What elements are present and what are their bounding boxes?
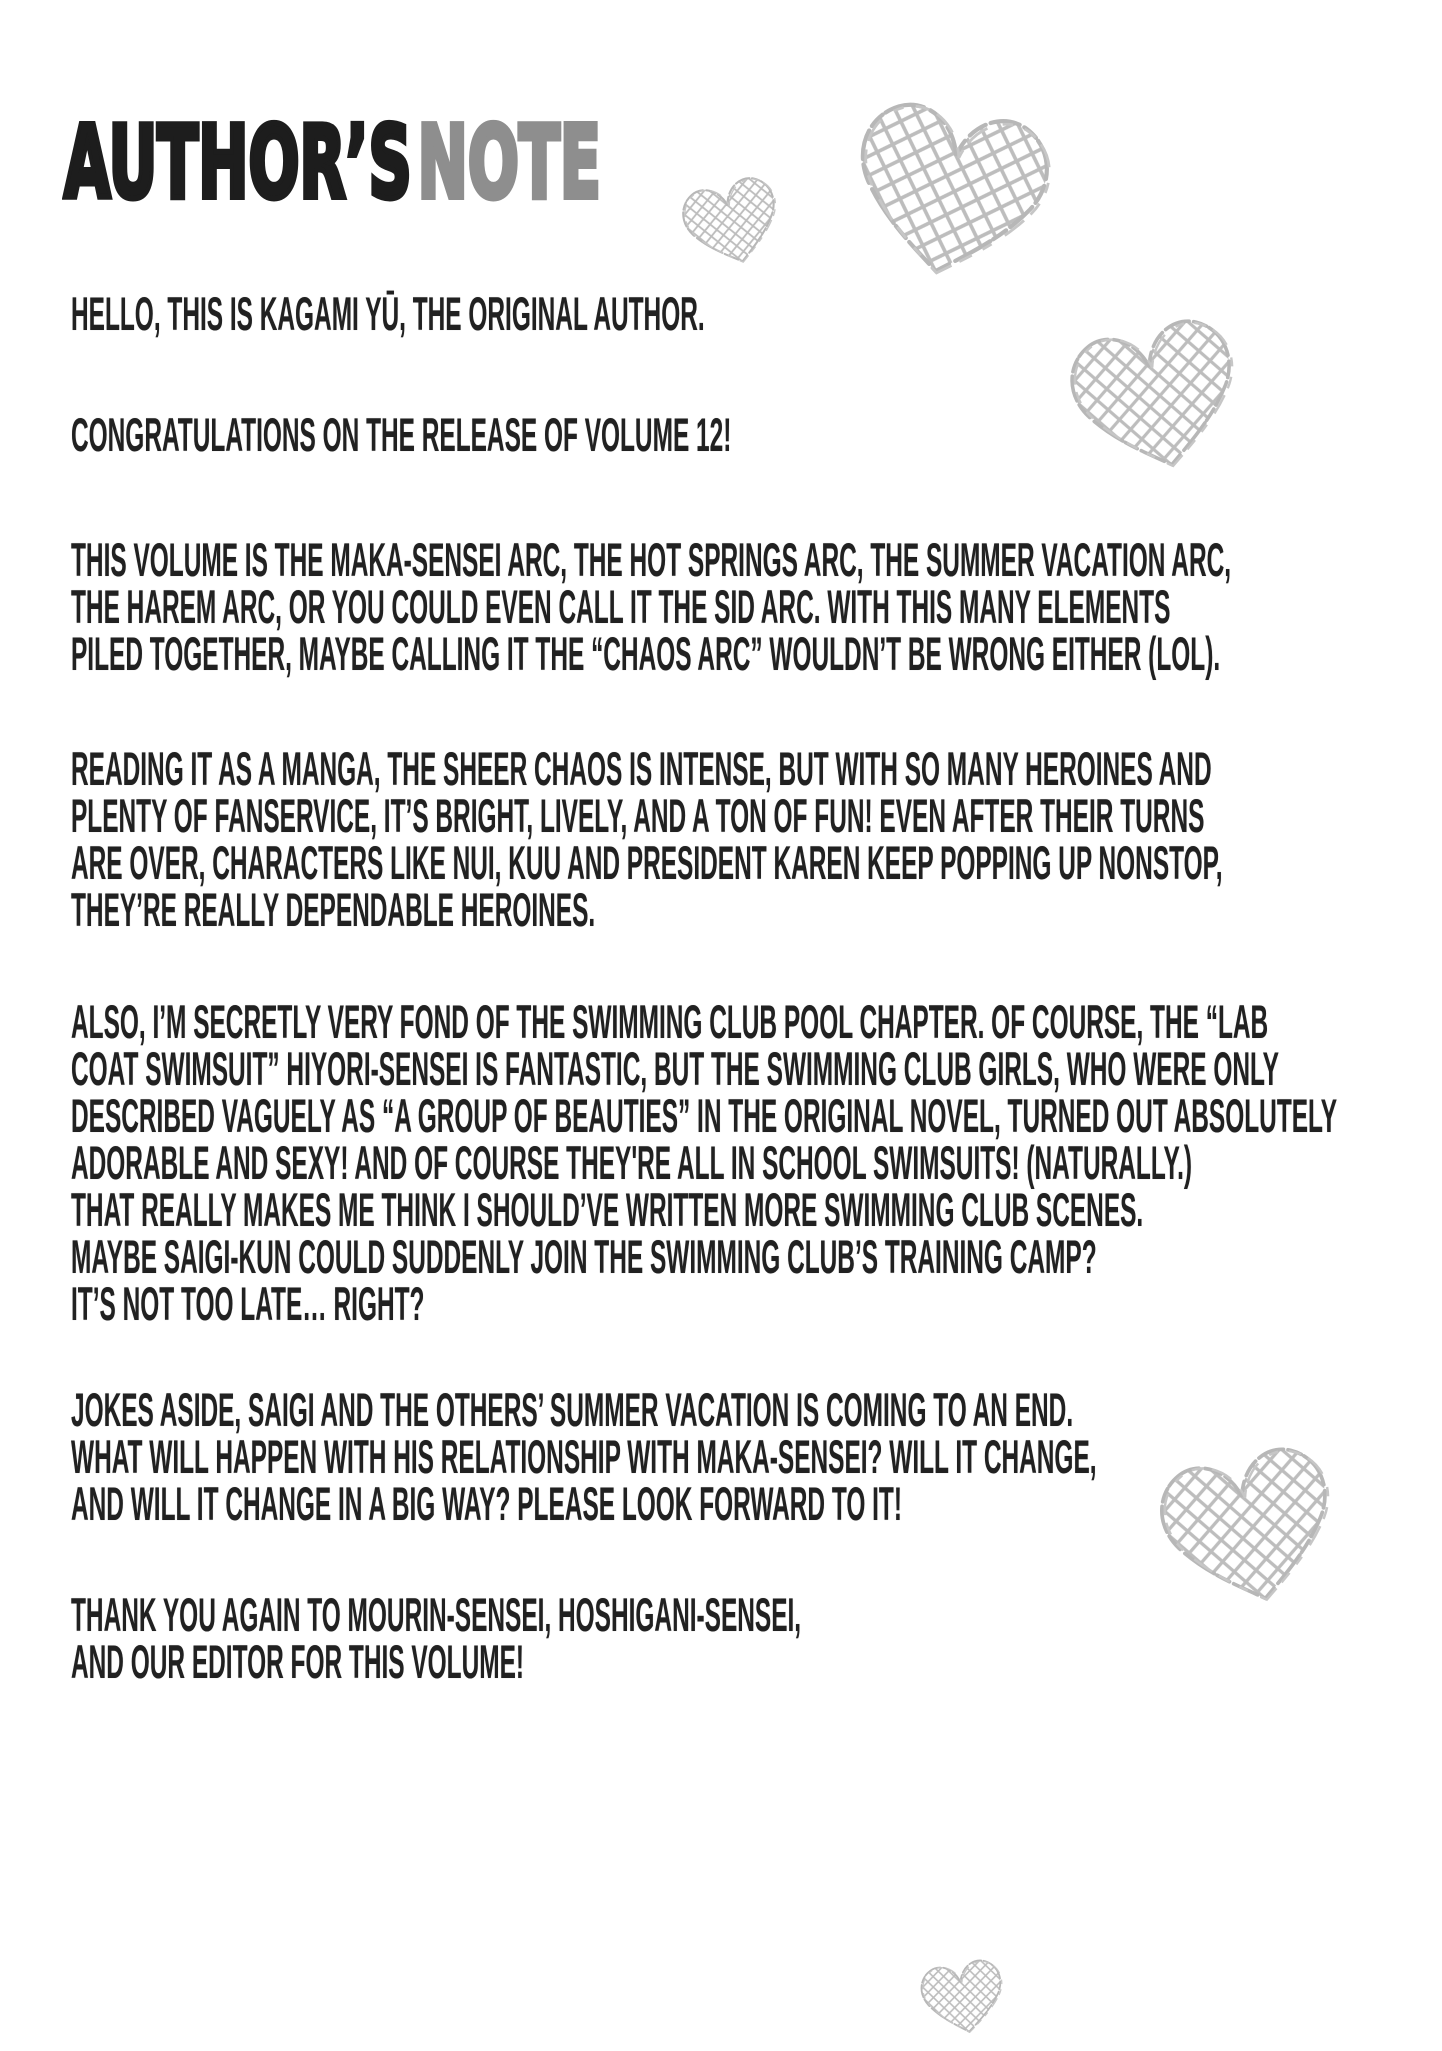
page-title (64, 104, 601, 221)
heart-doodle-lower-right (1137, 1426, 1361, 1627)
paragraph-volume-arcs (71, 533, 1232, 680)
text-line: READING IT AS A MANGA, THE SHEER CHAOS IS INTENSE, BUT WITH SO MANY HEROINES AND (71, 742, 1212, 795)
text-line: IT’S NOT TOO LATE… RIGHT? (71, 1277, 425, 1330)
paragraph-greeting (71, 287, 705, 340)
title-word-note: NOTE (417, 104, 601, 221)
text-line: PLENTY OF FANSERVICE, IT’S BRIGHT, LIVELY, AND A TON OF FUN! EVEN AFTER THEIR TURNS (71, 789, 1205, 842)
text-line: CONGRATULATIONS ON THE RELEASE OF VOLUME 12! (71, 408, 732, 461)
paragraph-thanks (71, 1588, 802, 1688)
heart-doodle-small-top (670, 164, 794, 280)
title-word-authors: AUTHOR’S (64, 104, 412, 221)
text-line: AND OUR EDITOR FOR THIS VOLUME! (71, 1635, 525, 1688)
text-line: THE HAREM ARC, OR YOU COULD EVEN CALL IT THE SID ARC. WITH THIS MANY ELEMENTS (71, 580, 1171, 633)
paragraph-summer-ending (71, 1383, 1097, 1530)
paragraph-congratulations (71, 408, 732, 461)
text-line: MAYBE SAIGI-KUN COULD SUDDENLY JOIN THE SWIMMING CLUB’S TRAINING CAMP? (71, 1230, 1097, 1283)
heart-doodle-bottom (910, 1950, 1016, 2043)
text-line: JOKES ASIDE, SAIGI AND THE OTHERS’ SUMMER VACATION IS COMING TO AN END. (71, 1383, 1074, 1436)
text-line: HELLO, THIS IS KAGAMI YŪ, THE ORIGINAL AUTHOR. (71, 287, 705, 340)
text-line: ADORABLE AND SEXY! AND OF COURSE THEY'RE ALL IN SCHOOL SWIMSUITS! (NATURALLY.) (71, 1136, 1193, 1189)
text-line: PILED TOGETHER, MAYBE CALLING IT THE “CHAOS ARC” WOULDN’T BE WRONG EITHER (LOL). (71, 627, 1221, 680)
text-line: AND WILL IT CHANGE IN A BIG WAY? PLEASE LOOK FORWARD TO IT! (71, 1477, 902, 1530)
text-line: ALSO, I’M SECRETLY VERY FOND OF THE SWIMMING CLUB POOL CHAPTER. OF COURSE, THE “LAB (71, 995, 1269, 1048)
text-line: THANK YOU AGAIN TO MOURIN-SENSEI, HOSHIGANI-SENSEI, (71, 1588, 802, 1641)
heart-doodle-mid-right (1048, 299, 1264, 493)
text-line: THAT REALLY MAKES ME THINK I SHOULD’VE WRITTEN MORE SWIMMING CLUB SCENES. (71, 1183, 1144, 1236)
text-line: THEY’RE REALLY DEPENDABLE HEROINES. (71, 883, 596, 936)
text-line: WHAT WILL HAPPEN WITH HIS RELATIONSHIP WITH MAKA-SENSEI? WILL IT CHANGE, (71, 1430, 1097, 1483)
text-line: COAT SWIMSUIT” HIYORI-SENSEI IS FANTASTIC, BUT THE SWIMMING CLUB GIRLS, WHO WERE ONLY (71, 1042, 1279, 1095)
heart-doodle-large-top (830, 79, 1069, 301)
paragraph-swimming-club (71, 995, 1338, 1330)
text-line: ARE OVER, CHARACTERS LIKE NUI, KUU AND PRESIDENT KAREN KEEP POPPING UP NONSTOP, (71, 836, 1223, 889)
text-line: DESCRIBED VAGUELY AS “A GROUP OF BEAUTIES” IN THE ORIGINAL NOVEL, TURNED OUT ABSOLUTELY (71, 1089, 1338, 1142)
text-line: THIS VOLUME IS THE MAKA-SENSEI ARC, THE HOT SPRINGS ARC, THE SUMMER VACATION ARC, (71, 533, 1232, 586)
paragraph-manga-chaos (71, 742, 1223, 936)
